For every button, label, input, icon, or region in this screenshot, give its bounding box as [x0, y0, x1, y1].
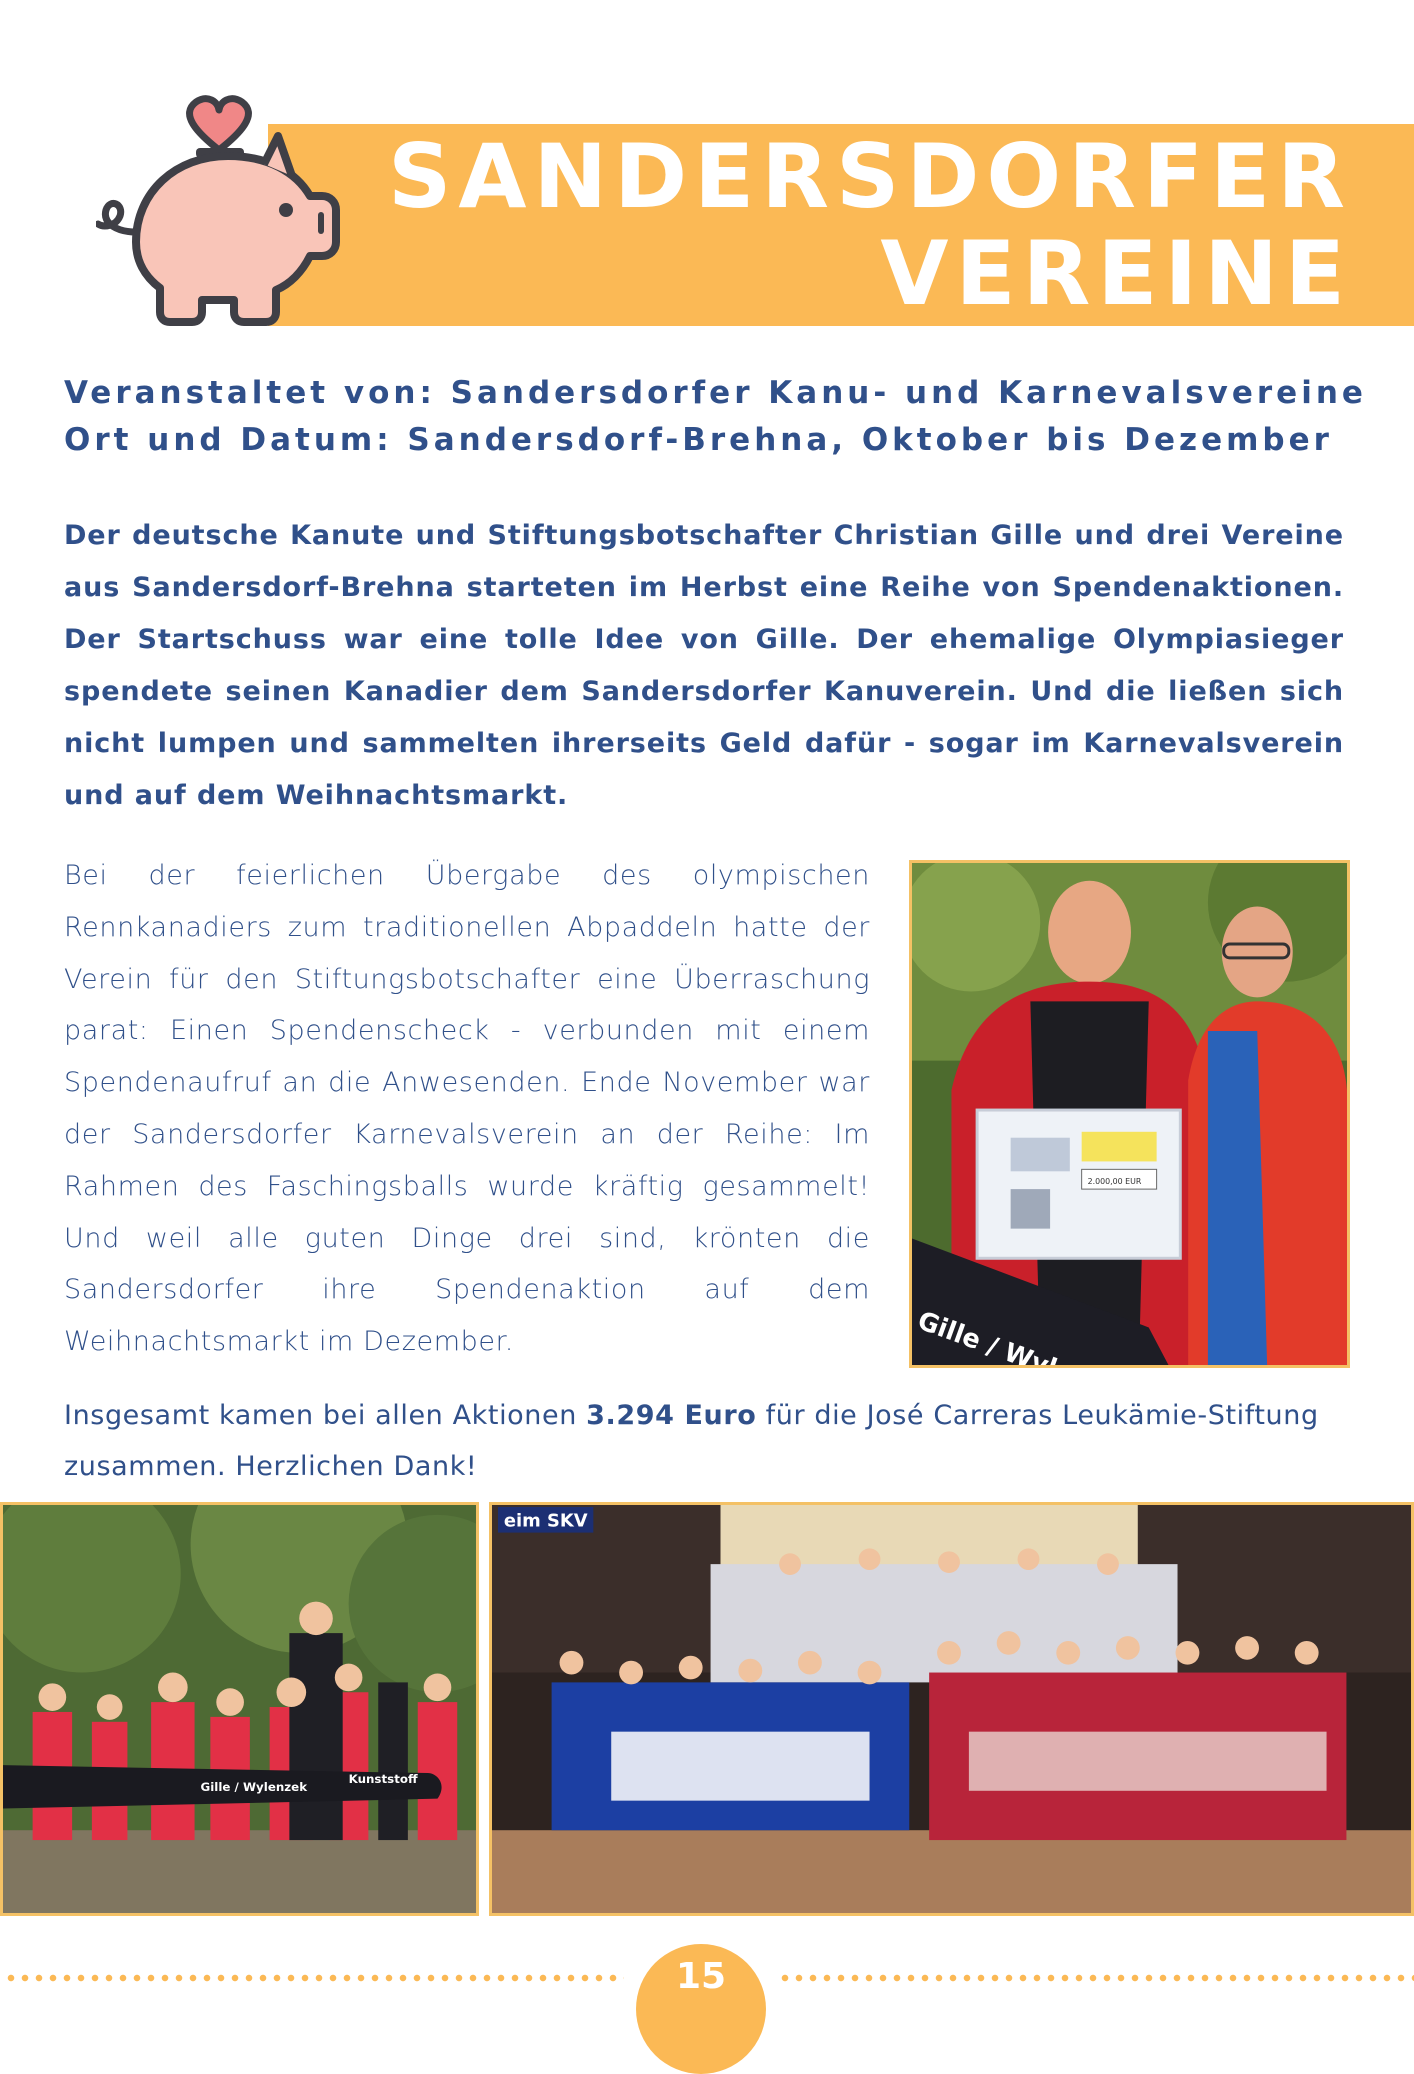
page-number: 15: [675, 1956, 727, 1997]
page-title: [387, 125, 1352, 325]
cheque-amount: 2.000,00 EUR: [1087, 1177, 1142, 1187]
organizer-line: Veranstaltet von: Sandersdorfer Kanu- und Karnevalsvereine: [64, 375, 1367, 411]
total-prefix: Insgesamt kamen bei allen Aktionen: [64, 1400, 587, 1431]
footer-dots-right: [778, 1974, 1414, 1982]
page-number-badge: [636, 1944, 766, 2074]
intro-paragraph: Der deutsche Kanute und Stiftungsbotschafter Christian Gille und drei Vereine aus Sandersdorf-Brehna starteten im Herbst eine Reihe von Spendenaktionen. Der Startschuss war eine tolle Idee von Gille. Der ehemalige Olympiasieger spendete seinen Kanadier dem Sandersdorfer Kanuverein. Und die ließen sich nicht lumpen und sammelten ihrerseits Geld dafür - sogar im Karnevalsverein und auf dem Weihnachtsmarkt.: [64, 520, 1344, 811]
title-line-1: SANDERSDORFER: [387, 125, 1352, 228]
event-meta: [64, 370, 1367, 464]
total-paragraph: [64, 1390, 1354, 1492]
canoe-label: Gille / Wylenzek: [200, 1779, 308, 1794]
cheque-handover-photo: [909, 860, 1350, 1368]
group-canoe-photo: [0, 1502, 479, 1916]
total-suffix: für die José Carreras Leukämie-Stiftung zusammen. Herzlichen Dank!: [64, 1400, 1319, 1482]
title-line-2: VEREINE: [880, 222, 1352, 325]
place-date-line: Ort und Datum: Sandersdorf-Brehna, Oktober bis Dezember: [64, 422, 1333, 458]
carnival-group-photo: [489, 1502, 1414, 1916]
canoe-label-2: Kunststoff: [348, 1771, 418, 1786]
footer-dots-left: [4, 1974, 624, 1982]
body-paragraph: Bei der feierlichen Übergabe des olympischen Rennkanadiers zum traditionellen Abpaddeln hatte der Verein für den Stiftungsbotschafter eine Überraschung parat: Einen Spendenscheck - verbunden mit einem Spendenaufruf an die Anwesenden. Ende November war der Sandersdorfer Karnevalsverein an der Reihe: Im Rahmen des Faschingsballs wurde kräftig gesammelt! Und weil alle guten Dinge drei sind, krönten die Sandersdorfer ihre Spendenaktion auf dem Weihnachtsmarkt im Dezember.: [64, 860, 870, 1358]
hall-sign: eim SKV: [503, 1510, 588, 1532]
piggy-bank-heart-icon: [96, 92, 342, 326]
total-amount: 3.294 Euro: [586, 1400, 757, 1431]
